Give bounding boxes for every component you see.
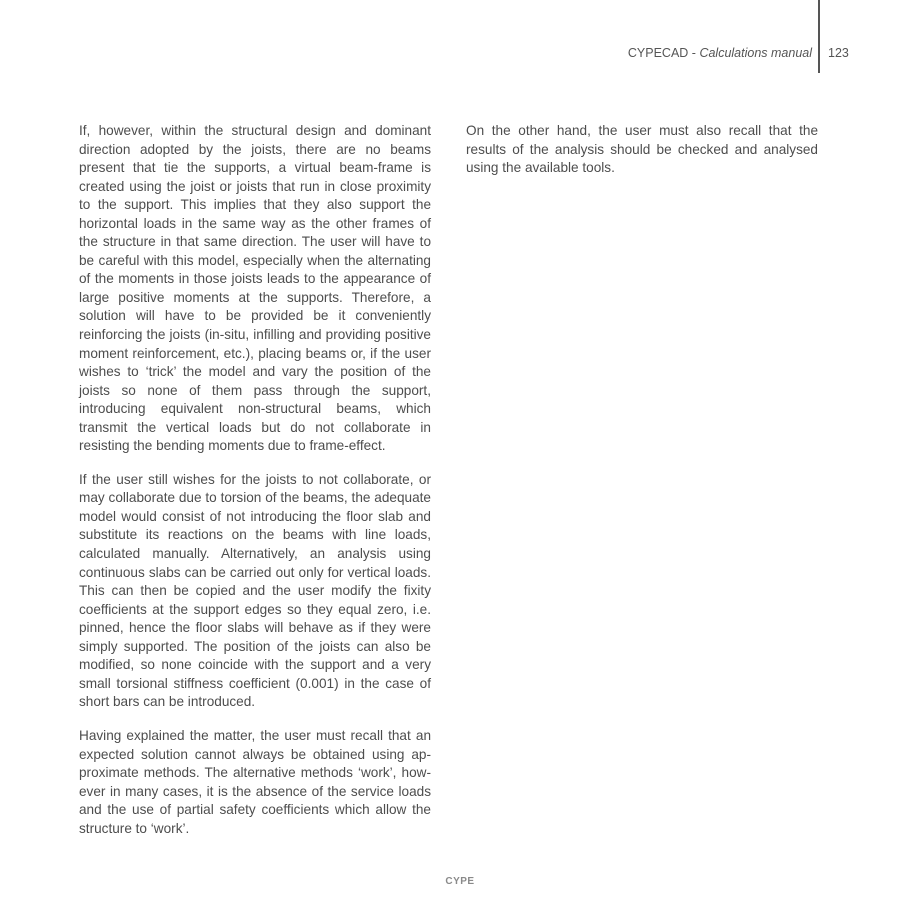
running-header [628,46,812,60]
paragraph: Having explained the matter, the user must recall that an expected solution cannot always be obtained using approximate methods. The alternative methods ‘work’, however in many cases, it is the absence of the service loads and the use of partial safety coefficients which allow the structure to ‘work’. [79,727,431,836]
header-separator: - [688,46,700,60]
paragraph: If, however, within the structural design and dominant direction adopted by the joists, there are no beams present that tie the supports, a virtual beam-frame is created using the joist or joists that run in close proximity to the support. This implies that they also support the horizontal loads in the same way as the other frames of the structure in that same direction. The user will have to be careful with this model, especially when the alternating of the moments in those joists leads to the appearance of large positive moments at the supports. Therefore, a solution will have to be provided be it conveniently reinforcing the joists (in-situ, infilling and providing positive moment reinforcement, etc.), placing beams or, if the user wishes to ‘trick’ the model and vary the position of the joists so none of them pass through the support, introducing equivalent non-structural beams, which transmit the vertical loads but do not collaborate in resisting the bending moments due to frame-effect. [79,123,431,454]
header-divider-line [818,0,820,73]
paragraph: On the other hand, the user must also recall that the results of the analysis should be checked and analysed using the available tools. [466,123,818,176]
paragraph: If the user still wishes for the joists to not collaborate, or may collaborate due to torsion of the beams, the adequate model would consist of not introducing the floor slab and substitute its reactions on the beams with line loads, calculated manually. Alternatively, an analysis using continuous slabs can be carried out only for vertical loads. This can then be copied and the user modify the fixity coefficients at the support edges so they equal zero, i.e. pinned, hence the floor slabs will behave as if they were simply supported. The position of the joists can also be modified, so none coincide with the support and a very small torsional stiffness coefficient (0.001) in the case of short bars can be introduced. [79,471,431,710]
right-text-column [466,122,818,193]
left-text-column [79,122,431,853]
footer-brand: CYPE [445,876,475,887]
page-number: 123 [828,46,849,60]
header-product-name: CYPECAD [627,46,689,60]
header-manual-title: Calculations manual [699,46,812,60]
